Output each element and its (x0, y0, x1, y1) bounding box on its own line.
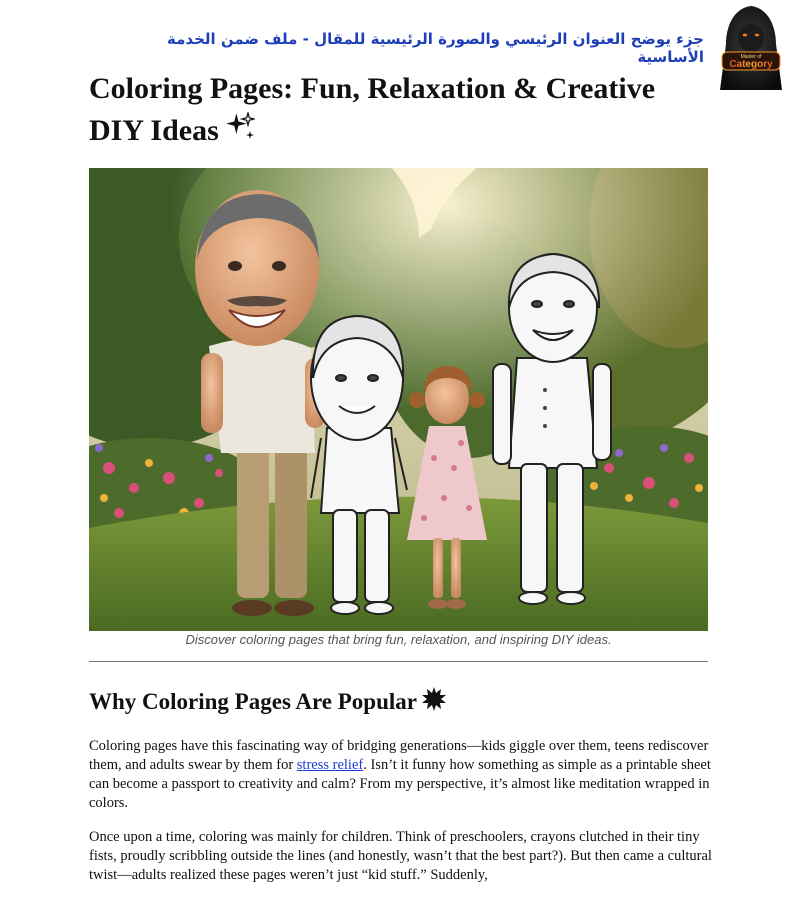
hero-caption: Discover coloring pages that bring fun, relaxation, and inspiring DIY ideas. (185, 632, 612, 647)
section-divider (89, 661, 708, 662)
sparkles-icon (225, 112, 255, 154)
logo-main-text: Category (729, 59, 773, 70)
logo-top-text: Master of (740, 54, 762, 60)
section-heading (89, 686, 709, 720)
article-title (89, 68, 709, 154)
stress-relief-link[interactable]: stress relief (296, 757, 364, 773)
service-banner: جزء يوضح العنوان الرئيسي والصورة الرئيسية للمقال - ملف ضمن الخدمة الأساسية (167, 30, 704, 66)
paragraph-2: Once upon a time, coloring was mainly for children. Think of preschoolers, crayons clutched in their tiny fists, proudly scribbling outside the lines (and honestly, wasn’t that the best part?). But then came a cultural twist—adults realized these pages weren’t just “kid stuff.” Suddenly, (89, 829, 712, 883)
master-of-category-logo (714, 4, 788, 90)
hero-image (89, 168, 708, 631)
paragraph-1-before: Coloring pages have this fascinating way of bridging generations—kids giggle over them, teens rediscover them, and adults swear by them for (89, 738, 709, 773)
article-title-text: Coloring Pages: Fun, Relaxation & Creative DIY Ideas (89, 72, 656, 147)
paragraph-1-after: . Isn’t it funny how something as simple as a printable sheet can become a passport to creativity and calm? From my perspective, it’s almost like meditation wrapped in colors. (89, 757, 711, 811)
section-heading-text: Why Coloring Pages Are Popular (89, 689, 417, 714)
burst-icon (421, 686, 447, 720)
paragraph-1 (89, 737, 714, 813)
